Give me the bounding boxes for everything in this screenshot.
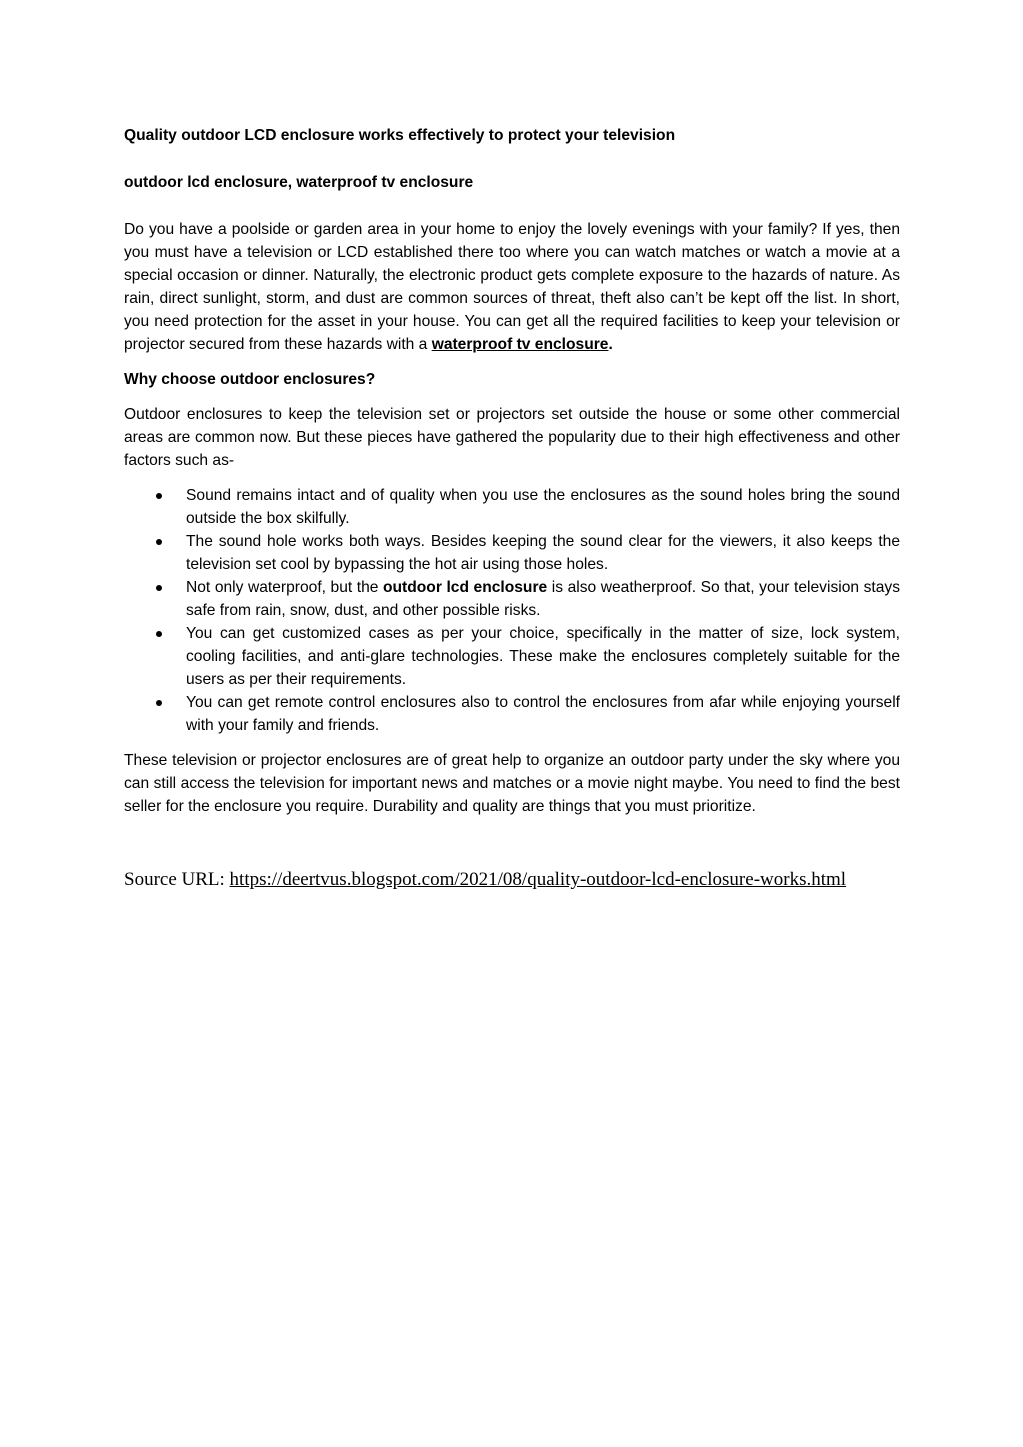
list-item bbox=[186, 576, 900, 622]
intro-text-end: . bbox=[608, 336, 613, 353]
bullet-icon bbox=[156, 539, 162, 545]
section-intro-paragraph: Outdoor enclosures to keep the television set or projectors set outside the house or some other commercial areas are common now. But these pieces have gathered the popularity due to their high effectiveness and other factors such as- bbox=[124, 406, 900, 469]
source-line bbox=[124, 868, 900, 892]
list-item-text-after: is also weatherproof. So that, your television stays safe from rain, snow, dust, and other possible risks. bbox=[186, 579, 900, 619]
bullet-icon bbox=[156, 585, 162, 591]
intro-text: Do you have a poolside or garden area in your home to enjoy the lovely evenings with your family? If yes, then you must have a television or LCD established there too where you can watch matches or watch a movie at a special occasion or dinner. Naturally, the electronic product gets complete exposure to the hazards of nature. As rain, direct sunlight, storm, and dust are common sources of threat, theft also can’t be kept off the list. In short, you need protection for the asset in your house. You can get all the required facilities to keep your television or projector secured from these hazards with a bbox=[124, 221, 900, 353]
list-item-text: You can get remote control enclosures also to control the enclosures from afar while enjoying yourself with your family and friends. bbox=[186, 694, 900, 734]
list-item-text: Sound remains intact and of quality when you use the enclosures as the sound holes bring the sound outside the box skilfully. bbox=[186, 487, 900, 527]
list-item-text: The sound hole works both ways. Besides keeping the sound clear for the viewers, it also keeps the television set cool by bypassing the hot air using those holes. bbox=[186, 533, 900, 573]
bullet-icon bbox=[156, 493, 162, 499]
document-page bbox=[124, 124, 900, 892]
intro-paragraph bbox=[124, 218, 900, 356]
list-item bbox=[186, 530, 900, 576]
benefits-list bbox=[124, 484, 900, 737]
list-item-text-before: Not only waterproof, but the bbox=[186, 579, 383, 596]
list-item bbox=[186, 484, 900, 530]
list-item-bold-keyword: outdoor lcd enclosure bbox=[383, 579, 548, 596]
source-label: Source URL: bbox=[124, 869, 225, 890]
document-title: Quality outdoor LCD enclosure works effectively to protect your television bbox=[124, 127, 676, 144]
section-heading: Why choose outdoor enclosures? bbox=[124, 371, 376, 388]
list-item bbox=[186, 691, 900, 737]
list-item bbox=[186, 622, 900, 691]
source-url-link[interactable]: https://deertvus.blogspot.com/2021/08/quality-outdoor-lcd-enclosure-works.html bbox=[229, 869, 847, 890]
bullet-icon bbox=[156, 631, 162, 637]
bullet-icon bbox=[156, 700, 162, 706]
closing-paragraph: These television or projector enclosures are of great help to organize an outdoor party under the sky where you can still access the television for important news and matches or a movie night maybe. You need to find the best seller for the enclosure you require. Durability and quality are things that you must prioritize. bbox=[124, 752, 900, 815]
document-keywords: outdoor lcd enclosure, waterproof tv enclosure bbox=[124, 174, 474, 191]
list-item-text: You can get customized cases as per your choice, specifically in the matter of size, lock system, cooling facilities, and anti-glare technologies. These make the enclosures completely suitable for the users as per their requirements. bbox=[186, 625, 900, 688]
waterproof-tv-enclosure-link[interactable]: waterproof tv enclosure bbox=[431, 336, 609, 353]
